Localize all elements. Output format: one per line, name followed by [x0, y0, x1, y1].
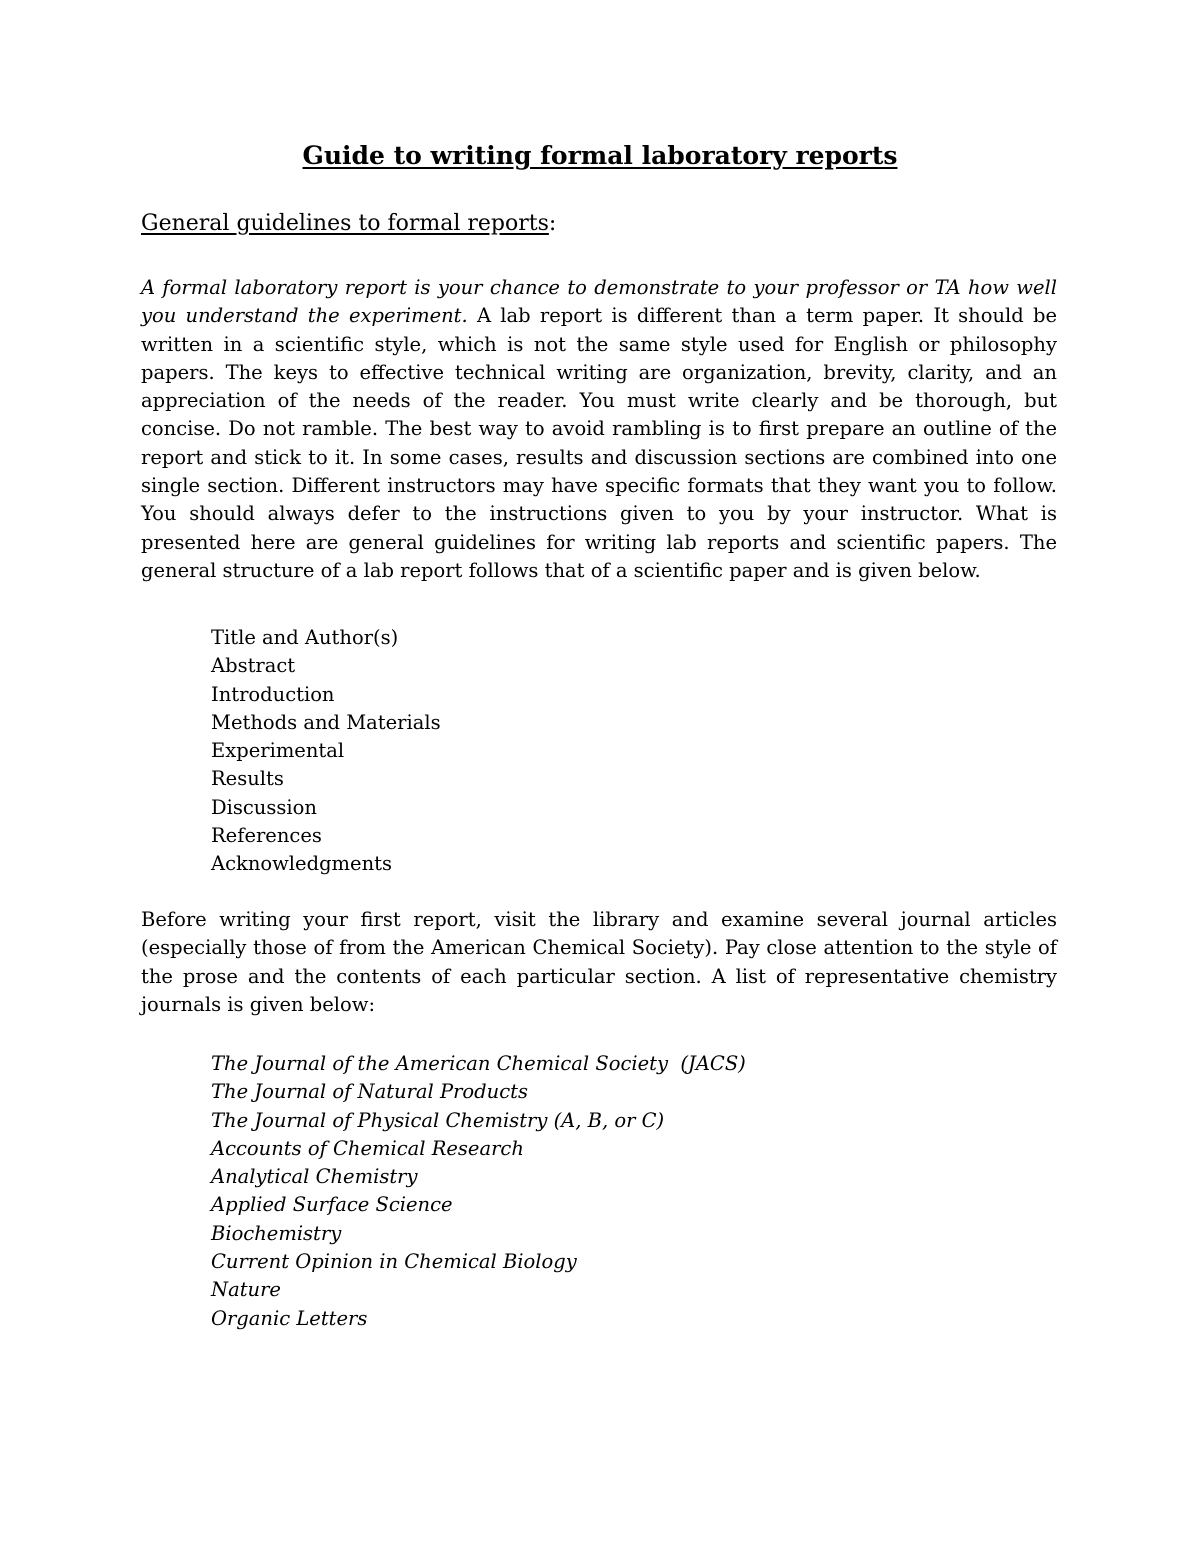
list-item: Discussion: [211, 795, 317, 819]
section-heading-colon: :: [548, 211, 557, 236]
list-item: Introduction: [211, 682, 335, 706]
list-item: Methods and Materials: [211, 710, 441, 734]
intro-body: A lab report is different than a term paper. It should be written in a scientific style, which is not the same style used for English or philosophy papers. The keys to effective technical writing are organization, brevity, clarity, and an appreciation of the needs of the reader. You must write clearly and be thorough, but concise. Do not ramble. The best way to avoid rambling is to first prepare an outline of the report and stick to it. In some cases, results and discussion sections are combined into one single section. Different instructors may have specific formats that they want you to follow. You should always defer to the instructions given to you by your instructor. What is presented here are general guidelines for writing lab reports and scientific papers. The general structure of a lab report follows that of a scientific paper and is given below.: [141, 304, 1058, 582]
list-item: Accounts of Chemical Research: [211, 1136, 524, 1160]
intro-italic-lead: A formal laboratory report is your chance to demonstrate to your professor or TA how well you understand the experiment.: [141, 276, 1057, 328]
list-item: Biochemistry: [211, 1221, 342, 1245]
intro-paragraph: [141, 274, 1057, 585]
report-sections-list: [211, 624, 441, 879]
list-item: Organic Letters: [211, 1306, 368, 1330]
journals-paragraph: Before writing your first report, visit the library and examine several journal articles (especially those of from the American Chemical Society). Pay close attention to the style of the prose and the contents of each particular section. A list of representative chemistry journals is given below:: [141, 908, 1057, 1016]
list-item: The Journal of the American Chemical Society (JACS): [211, 1052, 746, 1075]
list-item: Results: [211, 767, 284, 791]
list-item: Analytical Chemistry: [211, 1165, 418, 1189]
document-title: Guide to writing formal laboratory reports: [302, 141, 898, 170]
list-item: Experimental: [211, 739, 345, 763]
list-item: Acknowledgments: [211, 852, 392, 876]
list-item: Applied Surface Science: [211, 1193, 453, 1217]
list-item: References: [211, 824, 322, 848]
list-item: The Journal of Natural Products: [211, 1080, 528, 1104]
list-item: Abstract: [211, 654, 296, 678]
list-item: Title and Author(s): [211, 626, 399, 649]
journals-list: [211, 1050, 746, 1333]
section-heading: [141, 209, 556, 239]
list-item: The Journal of Physical Chemistry (A, B, or C): [211, 1108, 665, 1132]
section-heading-text: General guidelines to formal reports: [141, 211, 549, 236]
list-item: Nature: [211, 1278, 281, 1302]
list-item: Current Opinion in Chemical Biology: [211, 1250, 577, 1274]
